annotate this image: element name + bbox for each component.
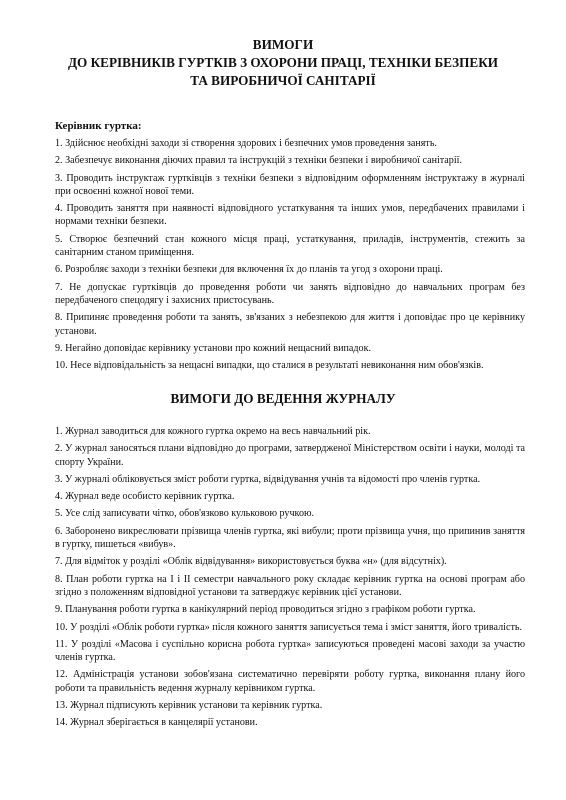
journal-item-7: 7. Для відміток у розділі «Облік відвідування» використовується буква «н» (для відсутніх). [55, 556, 447, 568]
journal-item-2: 2. У журнал заносяться плани відповідно до програми, затвердженої Міністерством освіти і науки, молоді та спорту України. [55, 443, 525, 468]
journal-item-8: 8. План роботи гуртка на I і II семестри навчального року складає керівник гуртка на основі програм або згідно з положенням відповідної установи та затверджує керівник цієї установи. [55, 573, 525, 598]
title-line-3: ТА ВИРОБНИЧОЇ САНІТАРІЇ [190, 73, 376, 88]
duty-item-7: 7. Не допускає гуртківців до проведення роботи чи занять відповідно до навчальних програм без передбаченого спецодягу і захисних пристосувань. [55, 281, 525, 306]
journal-item-9: 9. Планування роботи гуртка в канікулярний період проводиться згідно з графіком роботи гуртка. [55, 604, 476, 616]
supervisor-duties-section [55, 120, 525, 376]
journal-item-3: 3. У журналі обліковується зміст роботи гуртка, відвідування учнів та відомості про членів гуртка. [55, 473, 481, 485]
duty-item-2: 2. Забезпечує виконання діючих правил та інструкцій з техніки безпеки і виробничої санітарії. [55, 155, 462, 167]
journal-item-1: 1. Журнал заводиться для кожного гуртка окремо на весь навчальний рік. [55, 426, 371, 437]
duty-item-10: 10. Несе відповідальність за нещасні випадки, що сталися в результаті невиконання ним обов'язків. [55, 360, 484, 372]
journal-item-5: 5. Усе слід записувати чітко, обов'язково кульковою ручкою. [55, 508, 315, 520]
journal-item-4: 4. Журнал веде особисто керівник гуртка. [55, 491, 235, 503]
journal-requirements-heading: ВИМОГИ ДО ВЕДЕННЯ ЖУРНАЛУ [170, 391, 396, 406]
title-line-2: ДО КЕРІВНИКІВ ГУРТКІВ З ОХОРОНИ ПРАЦІ, ТЕХНІКИ БЕЗПЕКИ [67, 55, 499, 70]
journal-requirements-section [55, 425, 525, 734]
journal-item-6: 6. Заборонено викреслювати прізвища членів гуртка, які вибули; проти прізвища учня, що припинив заняття в гуртку, пишеться «вибув». [55, 525, 525, 551]
duty-item-1: 1. Здійснює необхідні заходи зі створення здорових і безпечних умов проведення занять. [55, 138, 437, 149]
duty-item-8: 8. Припиняє проведення роботи та занять, зв'язаних з небезпекою для життя і доповідає про це керівнику установи. [55, 312, 525, 337]
journal-item-10: 10. У розділі «Облік роботи гуртка» після кожного заняття записується тема і зміст заняття, його тривалість. [55, 621, 522, 633]
duty-item-6: 6. Розробляє заходи з техніки безпеки для включення їх до планів та угод з охорони праці. [55, 264, 443, 276]
journal-item-12: 12. Адміністрація установи зобов'язана систематично перевіряти роботу гуртка, виконання плану його роботи та правильність ведення журналу керівником гуртка. [55, 669, 525, 694]
journal-item-14: 14. Журнал зберігається в канцелярії установи. [55, 717, 258, 729]
document-title [0, 36, 566, 90]
journal-item-13: 13. Журнал підписують керівник установи та керівник гуртка. [55, 700, 323, 712]
supervisor-heading: Керівник гуртка: [55, 120, 142, 132]
duty-item-5: 5. Створює безпечний стан кожного місця праці, устаткування, приладів, інструментів, стежить за санітарним станом приміщення. [55, 233, 525, 259]
journal-item-11: 11. У розділі «Масова і суспільно корисна робота гуртка» записуються проведені масові заходи за участю членів гуртка. [55, 638, 525, 664]
duty-item-3: 3. Проводить інструктаж гуртківців з техніки безпеки з відповідним оформленням інструктажу в журналі при освоєнні кожної нової теми. [55, 172, 525, 197]
duty-item-4: 4. Проводить заняття при наявності відповідного устаткування та інших умов, передбачених правилами і нормами техніки безпеки. [55, 203, 525, 228]
title-line-1: ВИМОГИ [252, 37, 314, 52]
duty-item-9: 9. Негайно доповідає керівнику установи про кожний нещасний випадок. [55, 342, 372, 354]
